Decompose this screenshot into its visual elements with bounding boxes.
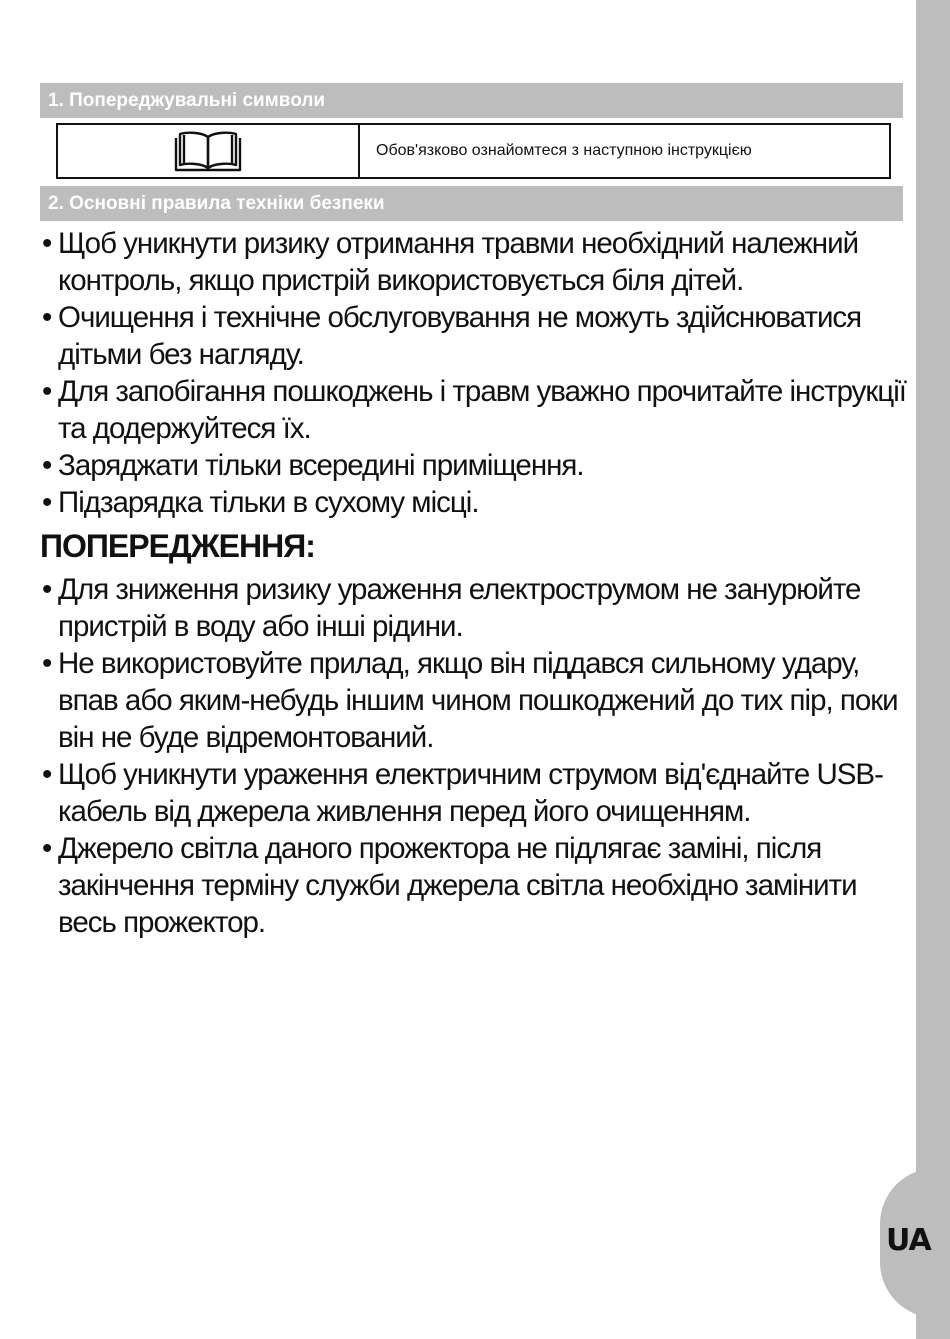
section-2-header: 2. Основні правила техніки безпеки	[40, 186, 903, 221]
list-item: • Щоб уникнути ураження електричним струмом від'єднайте USB-кабель від джерела живлення перед його очищенням.	[40, 756, 920, 830]
section-1-header: 1. Попереджувальні символи	[40, 83, 903, 118]
open-book-icon	[173, 129, 243, 173]
list-item: • Для зниження ризику ураження електрострумом не занурюйте пристрій в воду або інші рідини.	[40, 571, 920, 645]
side-tab	[916, 0, 950, 1339]
list-item: • Підзарядка тільки в сухому місці.	[40, 484, 920, 521]
warning-heading: ПОПЕРЕДЖЕННЯ:	[40, 528, 315, 564]
symbol-description: Обов'язково ознайомтеся з наступною інструкцією	[376, 142, 752, 159]
language-label: UA	[886, 1223, 931, 1258]
warning-list	[40, 571, 920, 941]
symbol-cell	[58, 125, 360, 177]
list-item: • Очищення і технічне обслуговування не можуть здійснюватися дітьми без нагляду.	[40, 299, 920, 373]
safety-content	[40, 225, 920, 941]
list-item: • Для запобігання пошкоджень і травм уважно прочитайте інструкції та додержуйтеся їх.	[40, 373, 920, 447]
list-item: • Джерело світла даного прожектора не підлягає заміні, після закінчення терміну служби джерела світла необхідно замінити весь прожектор.	[40, 830, 920, 941]
safety-rules-list	[40, 225, 920, 521]
list-item: • Заряджати тільки всередині приміщення.	[40, 447, 920, 484]
list-item: • Щоб уникнути ризику отримання травми необхідний належний контроль, якщо пристрій використовується біля дітей.	[40, 225, 920, 299]
list-item: • Не використовуйте прилад, якщо він піддався сильному удару, впав або яким-небудь іншим чином пошкоджений до тих пір, поки він не буде відремонтований.	[40, 645, 920, 756]
warning-symbol-table	[56, 123, 891, 179]
